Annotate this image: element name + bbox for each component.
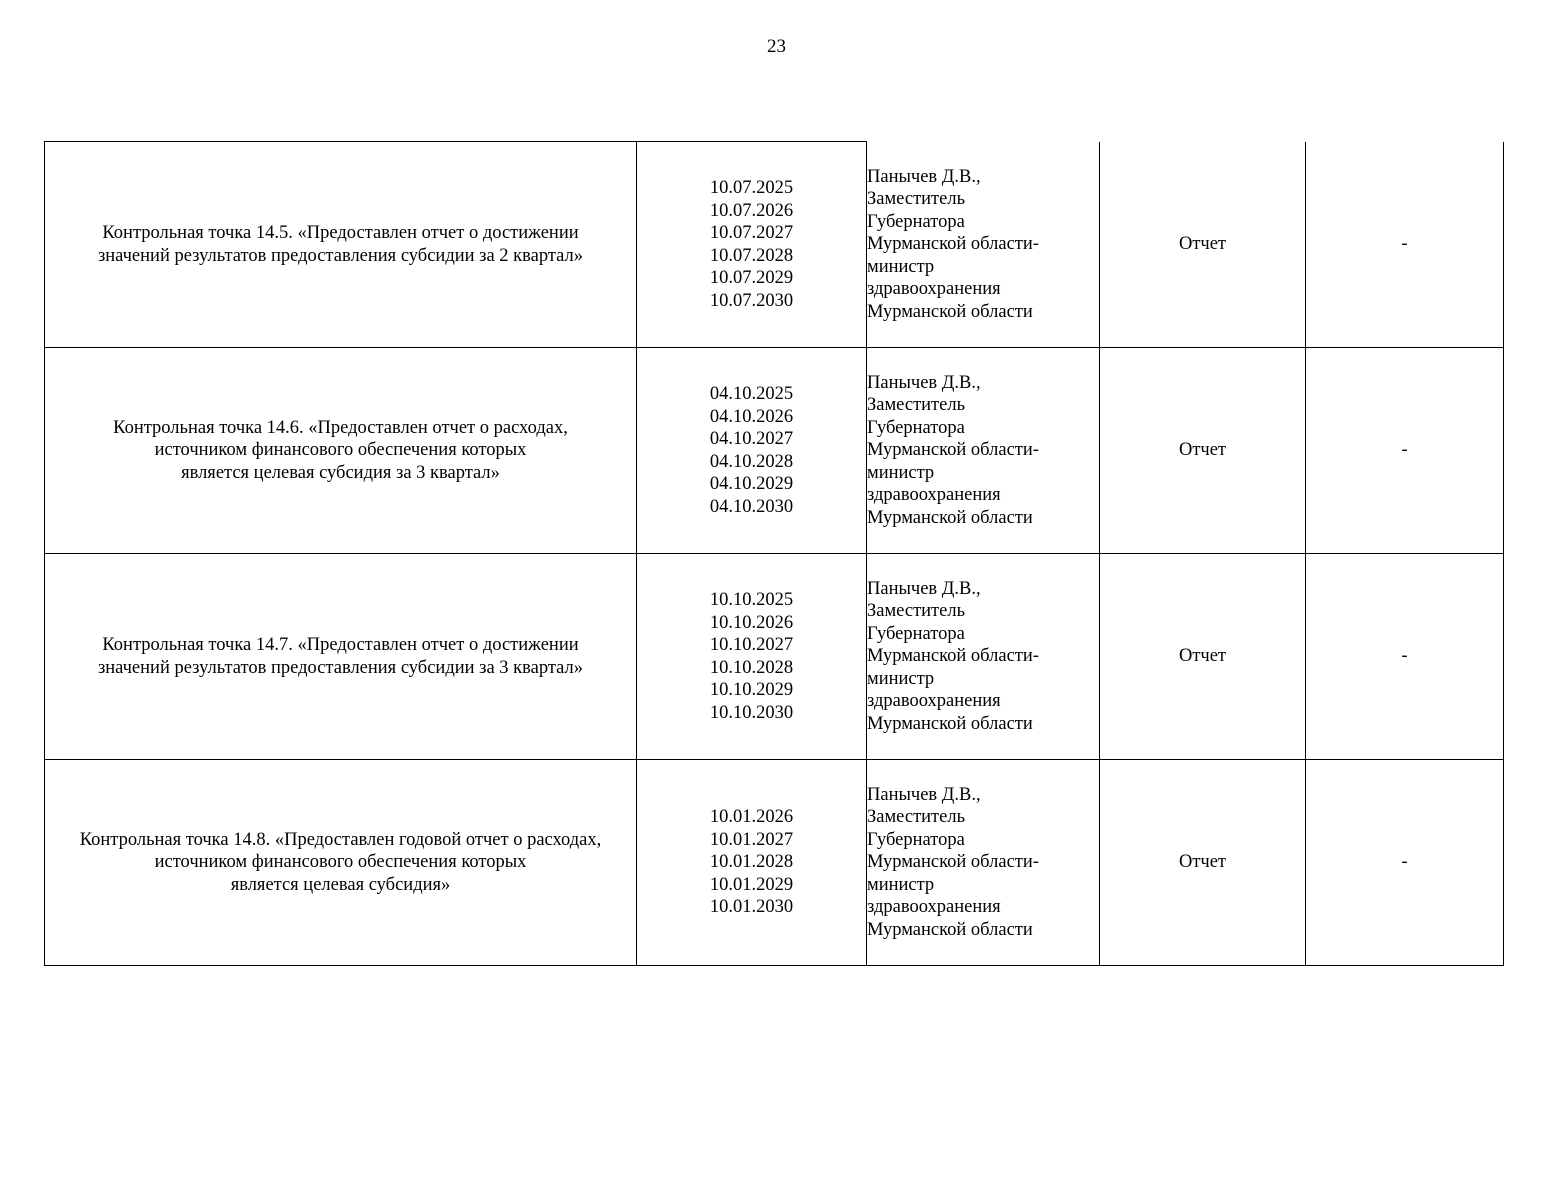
responsible-person: [867, 348, 1100, 554]
responsible-person-line: Губернатора: [867, 623, 965, 644]
control-point-dates-line: 04.10.2028: [709, 451, 794, 472]
control-point-dates-line: 10.07.2027: [709, 223, 794, 243]
control-point-dates-line: 10.01.2028: [709, 852, 794, 873]
responsible-person-line: Заместитель: [867, 189, 966, 209]
responsible-person: [867, 142, 1100, 348]
control-point-dates-line: 04.10.2025: [709, 384, 794, 404]
document-type: Отчет: [1100, 760, 1306, 966]
control-point-description-line: Контрольная точка 14.7. «Предоставлен отчет о достижении: [102, 635, 579, 655]
control-point-dates-line: 04.10.2030: [709, 496, 794, 517]
responsible-person: [867, 554, 1100, 760]
responsible-person-line: Мурманской области: [867, 301, 1033, 322]
control-points-table: [44, 141, 1504, 966]
responsible-person-line: Панычев Д.В.,: [867, 578, 981, 599]
note-cell: -: [1306, 554, 1504, 760]
responsible-person-line: министр: [867, 874, 935, 895]
responsible-person-line: Мурманской области: [867, 919, 1033, 940]
document-type: Отчет: [1100, 142, 1306, 348]
control-point-description: [45, 142, 637, 348]
control-point-description-line: является целевая субсидия»: [230, 874, 451, 895]
control-point-description: [45, 554, 637, 760]
control-point-dates-line: 04.10.2029: [709, 474, 794, 494]
control-point-dates-line: 04.10.2027: [709, 429, 794, 449]
control-point-dates-line: 10.10.2027: [709, 635, 794, 655]
responsible-person-line: Мурманской области-: [867, 646, 1039, 667]
responsible-person-line: Мурманской области: [867, 507, 1033, 528]
control-point-description-line: Контрольная точка 14.6. «Предоставлен отчет о расходах,: [113, 417, 568, 438]
document-type: Отчет: [1100, 554, 1306, 760]
responsible-person-line: здравоохранения: [867, 485, 1001, 506]
control-point-dates-line: 10.10.2030: [709, 702, 794, 723]
table-row: [45, 348, 1504, 554]
control-point-dates: [637, 142, 867, 348]
control-point-dates-line: 10.07.2028: [709, 245, 794, 266]
control-point-dates-line: 10.01.2029: [709, 874, 794, 895]
control-point-dates-line: 10.10.2026: [709, 612, 794, 633]
responsible-person-line: Заместитель: [867, 601, 966, 622]
note-cell: -: [1306, 348, 1504, 554]
control-point-dates-line: 10.10.2025: [709, 590, 794, 610]
responsible-person-line: Губернатора: [867, 829, 965, 850]
responsible-person-line: Мурманской области: [867, 713, 1033, 734]
control-point-description-line: Контрольная точка 14.5. «Предоставлен отчет о достижении: [102, 223, 579, 243]
control-point-description-line: значений результатов предоставления субсидии за 2 квартал»: [97, 245, 584, 266]
control-point-dates-line: 10.07.2030: [709, 290, 794, 311]
responsible-person-line: Заместитель: [867, 395, 966, 416]
control-point-description-line: источником финансового обеспечения которых: [154, 440, 527, 461]
responsible-person-line: Губернатора: [867, 417, 965, 438]
responsible-person-line: здравоохранения: [867, 691, 1001, 712]
responsible-person: [867, 760, 1100, 966]
control-point-description: [45, 760, 637, 966]
responsible-person-line: Панычев Д.В.,: [867, 372, 981, 393]
control-point-dates: [637, 554, 867, 760]
responsible-person-line: здравоохранения: [867, 279, 1001, 299]
responsible-person-line: министр: [867, 462, 935, 483]
control-point-description: [45, 348, 637, 554]
control-point-dates-line: 10.10.2029: [709, 680, 794, 700]
responsible-person-line: Панычев Д.В.,: [867, 784, 981, 805]
control-point-dates-line: 10.01.2030: [709, 897, 794, 918]
control-point-dates-line: 10.07.2026: [709, 200, 794, 221]
control-point-dates: [637, 760, 867, 966]
responsible-person-line: здравоохранения: [867, 897, 1001, 918]
control-point-description-line: значений результатов предоставления субсидии за 3 квартал»: [97, 657, 584, 678]
control-point-dates-line: 10.01.2026: [709, 807, 794, 828]
note-cell: -: [1306, 760, 1504, 966]
control-point-dates-line: 04.10.2026: [709, 406, 794, 427]
control-point-dates: [637, 348, 867, 554]
control-point-description-line: Контрольная точка 14.8. «Предоставлен годовой отчет о расходах,: [79, 829, 602, 850]
table-row: [45, 142, 1504, 348]
control-point-dates-line: 10.07.2025: [709, 178, 794, 198]
control-point-dates-line: 10.10.2028: [709, 657, 794, 678]
responsible-person-line: Мурманской области-: [867, 234, 1039, 254]
responsible-person-line: Заместитель: [867, 807, 966, 828]
responsible-person-line: Панычев Д.В.,: [867, 166, 981, 187]
control-point-description-line: источником финансового обеспечения которых: [154, 852, 527, 873]
control-point-dates-line: 10.01.2027: [709, 829, 794, 850]
control-point-dates-line: 10.07.2029: [709, 268, 794, 288]
responsible-person-line: министр: [867, 668, 935, 689]
responsible-person-line: Мурманской области-: [867, 440, 1039, 461]
page-number: 23: [767, 36, 786, 57]
responsible-person-line: Губернатора: [867, 211, 965, 232]
responsible-person-line: Мурманской области-: [867, 852, 1039, 873]
control-point-description-line: является целевая субсидия за 3 квартал»: [181, 462, 500, 483]
note-cell: -: [1306, 142, 1504, 348]
document-type: Отчет: [1100, 348, 1306, 554]
table-row: [45, 760, 1504, 966]
table-row: [45, 554, 1504, 760]
responsible-person-line: министр: [867, 256, 935, 277]
table-body: [45, 142, 1504, 966]
